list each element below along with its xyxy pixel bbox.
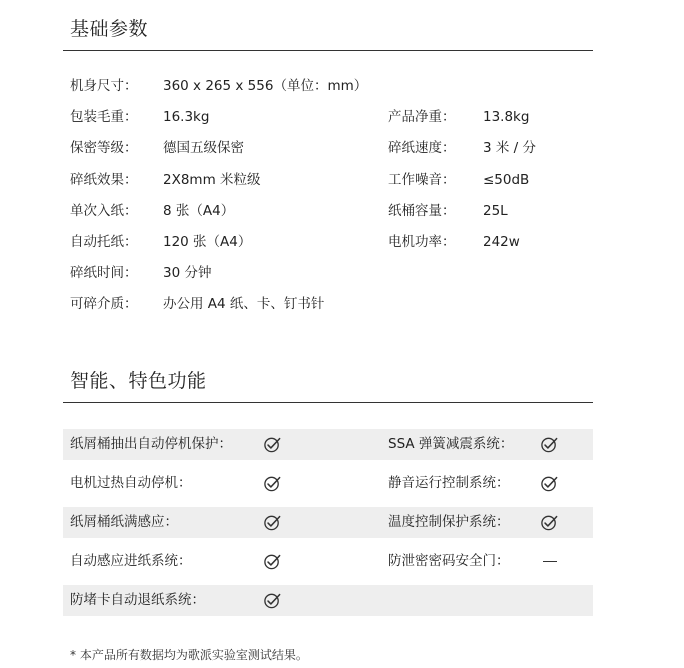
feature-label: 纸屑桶纸满感应：: [70, 514, 178, 530]
check-circle-icon: [540, 435, 559, 454]
feature-row: [63, 546, 593, 577]
features-section-divider: [63, 402, 593, 403]
check-circle-icon: [263, 513, 282, 532]
spec-label: 工作噪音：: [388, 172, 456, 188]
spec-value: 德国五级保密: [163, 140, 244, 156]
spec-label: 产品净重：: [388, 109, 456, 125]
not-available-dash-icon: [543, 561, 557, 562]
feature-row: [63, 585, 593, 616]
check-circle-icon: [263, 591, 282, 610]
check-circle-icon: [263, 435, 282, 454]
spec-value: 16.3kg: [163, 109, 210, 125]
spec-value: 120 张（A4）: [163, 234, 252, 250]
feature-label: 纸屑桶抽出自动停机保护：: [70, 436, 232, 452]
spec-value: ≤50dB: [483, 172, 530, 188]
basic-section-title: 基础参数: [70, 18, 149, 40]
feature-row: [63, 507, 593, 538]
spec-value: 3 米 / 分: [483, 140, 537, 156]
footnote: * 本产品所有数据均为歌派实验室测试结果。: [70, 648, 308, 662]
spec-value: 13.8kg: [483, 109, 530, 125]
basic-section-divider: [63, 50, 593, 51]
feature-row: [63, 468, 593, 499]
spec-label: 包装毛重：: [70, 109, 138, 125]
check-circle-icon: [540, 474, 559, 493]
feature-label: 防堵卡自动退纸系统：: [70, 592, 205, 608]
feature-label: 温度控制保护系统：: [388, 514, 510, 530]
spec-label: 纸桶容量：: [388, 203, 456, 219]
spec-label: 单次入纸：: [70, 203, 138, 219]
spec-value: 办公用 A4 纸、卡、钉书针: [163, 296, 325, 312]
spec-value: 30 分钟: [163, 265, 212, 281]
feature-label: 电机过热自动停机：: [70, 475, 192, 491]
feature-row: [63, 429, 593, 460]
feature-label: SSA 弹簧减震系统：: [388, 436, 514, 452]
spec-label: 机身尺寸：: [70, 78, 138, 94]
spec-value: 242w: [483, 234, 520, 250]
spec-label: 碎纸效果：: [70, 172, 138, 188]
spec-label: 电机功率：: [388, 234, 456, 250]
check-circle-icon: [263, 552, 282, 571]
feature-label: 静音运行控制系统：: [388, 475, 510, 491]
feature-label: 防泄密密码安全门：: [388, 553, 510, 569]
features-section-title: 智能、特色功能: [70, 370, 207, 392]
check-circle-icon: [263, 474, 282, 493]
spec-label: 碎纸速度：: [388, 140, 456, 156]
spec-label: 可碎介质：: [70, 296, 138, 312]
check-circle-icon: [540, 513, 559, 532]
spec-value: 25L: [483, 203, 508, 219]
spec-value: 2X8mm 米粒级: [163, 172, 261, 188]
spec-label: 碎纸时间：: [70, 265, 138, 281]
spec-label: 保密等级：: [70, 140, 138, 156]
spec-value: 8 张（A4）: [163, 203, 235, 219]
spec-value: 360 x 265 x 556（单位：mm）: [163, 78, 368, 94]
spec-label: 自动托纸：: [70, 234, 138, 250]
feature-label: 自动感应进纸系统：: [70, 553, 192, 569]
